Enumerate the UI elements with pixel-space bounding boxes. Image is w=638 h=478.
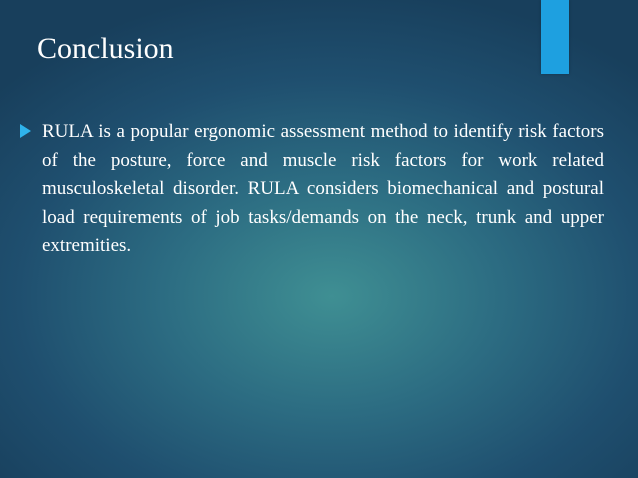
triangle-bullet-icon bbox=[20, 124, 31, 138]
accent-bar bbox=[541, 0, 569, 74]
slide-title: Conclusion bbox=[37, 32, 174, 65]
bullet-text: RULA is a popular ergonomic assessment method to identify risk factors of the posture, force and muscle risk factors for work related musculoskeletal disorder. RULA considers biomechanical and postural load requirements of job tasks/demands on the neck, trunk and upper extremities. bbox=[42, 121, 604, 256]
bullet-item bbox=[20, 118, 604, 298]
